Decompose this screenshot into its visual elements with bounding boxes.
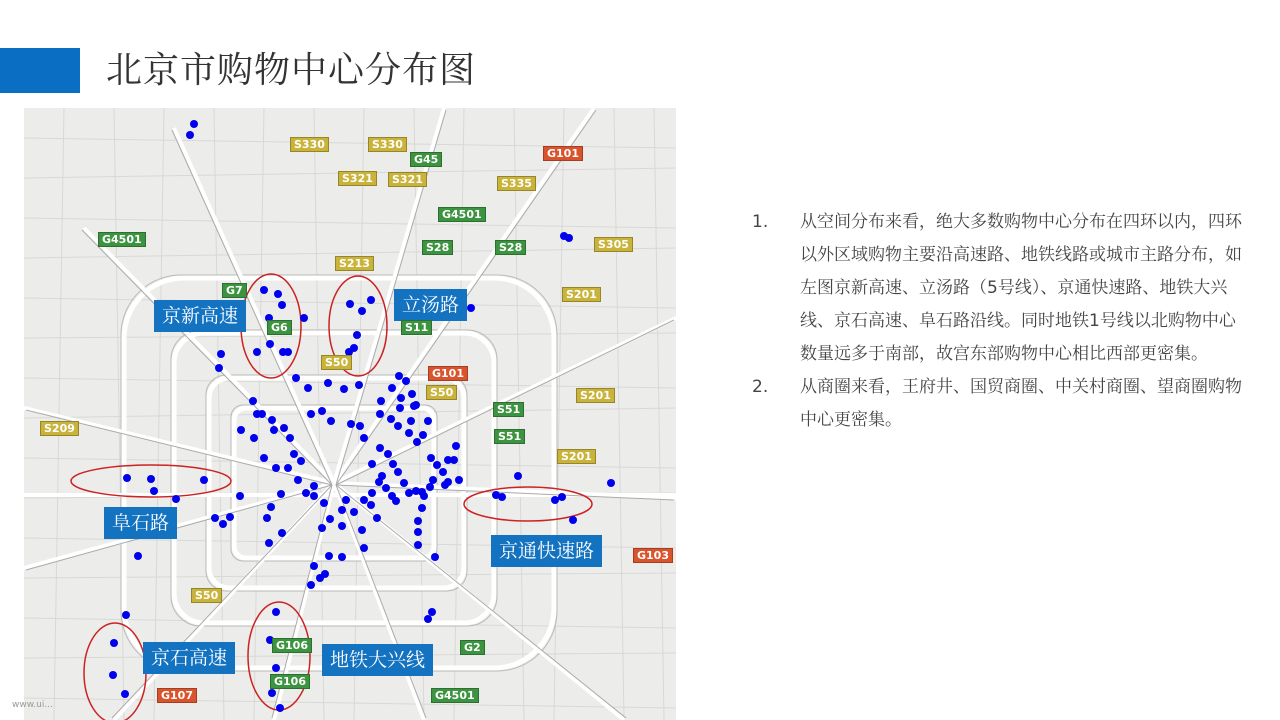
highway-shield: G106 [270, 674, 310, 689]
highway-shield: G7 [222, 283, 247, 298]
mall-dot [397, 394, 405, 402]
item-body: 从商圈来看，王府井、国贸商圈、中关村商圈、望商圈购物中心更密集。 [800, 377, 1242, 430]
mall-dot [327, 417, 335, 425]
mall-dot [358, 307, 366, 315]
highway-shield: S335 [497, 176, 536, 191]
mall-dot [350, 508, 358, 516]
mall-dot [304, 384, 312, 392]
mall-dot [467, 304, 475, 312]
highway-shield: G107 [157, 688, 197, 703]
mall-dot [444, 478, 452, 486]
highway-shield: S321 [388, 172, 427, 187]
mall-dot [373, 514, 381, 522]
mall-dot [400, 479, 408, 487]
mall-dot [342, 496, 350, 504]
highway-shield: G106 [272, 638, 312, 653]
mall-dot [258, 410, 266, 418]
callout-daxing-line: 地铁大兴线 [322, 644, 433, 676]
mall-dot [426, 483, 434, 491]
highway-shield: S209 [40, 421, 79, 436]
mall-dot [266, 340, 274, 348]
highway-shield: S201 [557, 449, 596, 464]
highway-shield: S201 [562, 287, 601, 302]
mall-dot [377, 397, 385, 405]
mall-dot [565, 234, 573, 242]
callout-litang-road: 立汤路 [394, 289, 467, 321]
mall-dot [211, 514, 219, 522]
mall-dot [412, 401, 420, 409]
mall-dot [268, 416, 276, 424]
analysis-item-1 [752, 206, 1252, 371]
mall-dot [134, 552, 142, 560]
mall-dot [360, 496, 368, 504]
mall-dot [384, 450, 392, 458]
mall-dot [263, 514, 271, 522]
highway-shield: G4501 [438, 207, 486, 222]
highway-shield: S51 [494, 429, 525, 444]
highway-shield: S50 [426, 385, 457, 400]
mall-dot [367, 296, 375, 304]
mall-dot [382, 484, 390, 492]
mall-dot [320, 499, 328, 507]
mall-dot [360, 544, 368, 552]
mall-dot [429, 476, 437, 484]
mall-dot [190, 120, 198, 128]
mall-dot [310, 492, 318, 500]
mall-dot [405, 489, 413, 497]
mall-dot [147, 475, 155, 483]
mall-dot [270, 426, 278, 434]
highway-shield: S28 [422, 240, 453, 255]
mall-dot [396, 404, 404, 412]
mall-dot [272, 608, 280, 616]
highway-shield: G103 [633, 548, 673, 563]
mall-dot [260, 454, 268, 462]
highway-shield: G45 [410, 152, 442, 167]
highway-shield: G101 [543, 146, 583, 161]
mall-dot [324, 379, 332, 387]
mall-dot [237, 426, 245, 434]
mall-dot [172, 495, 180, 503]
mall-dot [121, 690, 129, 698]
callout-jingshi-expressway: 京石高速 [143, 642, 235, 674]
mall-dot [405, 429, 413, 437]
mall-dot [356, 422, 364, 430]
mall-dot [122, 611, 130, 619]
mall-dot [307, 581, 315, 589]
mall-dot [355, 381, 363, 389]
mall-dot [150, 487, 158, 495]
mall-dot [569, 516, 577, 524]
mall-dot [346, 300, 354, 308]
highway-shield: S213 [335, 256, 374, 271]
mall-dot [277, 490, 285, 498]
mall-dot [110, 639, 118, 647]
mall-dot [280, 424, 288, 432]
highway-shield: S11 [401, 320, 432, 335]
mall-dot [367, 501, 375, 509]
mall-dot [338, 506, 346, 514]
mall-dot [215, 364, 223, 372]
mall-dot [418, 504, 426, 512]
mall-dot [358, 526, 366, 534]
title-accent-bar [0, 48, 80, 93]
mall-dot [265, 539, 273, 547]
mall-dot [551, 496, 559, 504]
mall-dot [236, 492, 244, 500]
highway-shield: G101 [428, 366, 468, 381]
mall-dot [402, 377, 410, 385]
mall-dot [325, 552, 333, 560]
mall-dot [413, 438, 421, 446]
mall-dot [318, 407, 326, 415]
highway-shield: S28 [495, 240, 526, 255]
mall-dot [498, 493, 506, 501]
mall-dot [427, 454, 435, 462]
mall-dot [424, 615, 432, 623]
mall-dot [428, 608, 436, 616]
mall-dot [278, 301, 286, 309]
analysis-item-2 [752, 371, 1252, 437]
highway-shield: S305 [594, 237, 633, 252]
mall-dot [340, 385, 348, 393]
highway-shield: G6 [267, 320, 292, 335]
mall-dot [424, 417, 432, 425]
mall-dot [284, 348, 292, 356]
mall-dot [321, 570, 329, 578]
mall-dot [368, 460, 376, 468]
highway-shield: S51 [493, 402, 524, 417]
mall-dot [318, 524, 326, 532]
mall-dot [431, 553, 439, 561]
mall-dot [278, 529, 286, 537]
mall-dot [444, 456, 452, 464]
callout-fushi-road: 阜石路 [104, 507, 177, 539]
mall-dot [292, 374, 300, 382]
mall-dot [310, 482, 318, 490]
highlight-ring [84, 623, 146, 720]
mall-dot [389, 460, 397, 468]
mall-dot [307, 410, 315, 418]
mall-dot [294, 476, 302, 484]
mall-dot [260, 286, 268, 294]
mall-dot [392, 497, 400, 505]
highway-shield: S50 [321, 355, 352, 370]
mall-dot [414, 541, 422, 549]
mall-dot [253, 348, 261, 356]
mall-dot [368, 489, 376, 497]
mall-dot [338, 553, 346, 561]
mall-dot [310, 562, 318, 570]
highway-shield: S330 [368, 137, 407, 152]
mall-dot [414, 517, 422, 525]
mall-dot [452, 442, 460, 450]
mall-dot [408, 390, 416, 398]
watermark: www.ui... [12, 700, 53, 710]
beijing-mall-map [24, 108, 676, 720]
analysis-text [752, 206, 1252, 437]
mall-dot [376, 410, 384, 418]
mall-dot [439, 468, 447, 476]
mall-dot [394, 422, 402, 430]
mall-dot [272, 464, 280, 472]
highway-shield: S321 [338, 171, 377, 186]
mall-dot [217, 350, 225, 358]
mall-dot [607, 479, 615, 487]
mall-dot [514, 472, 522, 480]
mall-dot [407, 417, 415, 425]
item-number: 2. [752, 377, 769, 397]
callout-jingtong-expressway: 京通快速路 [491, 535, 602, 567]
mall-dot [226, 513, 234, 521]
mall-dot [219, 520, 227, 528]
mall-dot [274, 290, 282, 298]
mall-dot [123, 474, 131, 482]
mall-dot [284, 464, 292, 472]
mall-dot [290, 450, 298, 458]
mall-dot [360, 434, 368, 442]
map-canvas [24, 108, 676, 720]
mall-dot [297, 457, 305, 465]
mall-dot [387, 415, 395, 423]
mall-dot [200, 476, 208, 484]
highway-shield: G2 [460, 640, 485, 655]
mall-dot [558, 493, 566, 501]
mall-dot [286, 434, 294, 442]
mall-dot [300, 314, 308, 322]
mall-dot [455, 476, 463, 484]
mall-dot [326, 515, 334, 523]
mall-dot [378, 472, 386, 480]
mall-dot [109, 671, 117, 679]
item-body: 从空间分布来看，绝大多数购物中心分布在四环以内，四环以外区域购物主要沿高速路、地铁线路或城市主路分布，如左图京新高速、立汤路（5号线）、京通快速路、地铁大兴线、京石高速、阜石路沿线。同时地铁1号线以北购物中心数量远多于南部，故宫东部购物中心相比西部更密集。 [800, 212, 1242, 364]
mall-dot [338, 522, 346, 530]
mall-dot [394, 468, 402, 476]
mall-dot [414, 528, 422, 536]
mall-dot [433, 461, 441, 469]
mall-dot [388, 384, 396, 392]
mall-dot [250, 434, 258, 442]
mall-dot [276, 704, 284, 712]
highway-shield: G4501 [98, 232, 146, 247]
highway-shield: S201 [576, 388, 615, 403]
mall-dot [186, 131, 194, 139]
highway-shield: S50 [191, 588, 222, 603]
mall-dot [395, 372, 403, 380]
mall-dot [302, 489, 310, 497]
mall-dot [419, 431, 427, 439]
mall-dot [267, 503, 275, 511]
slide-title: 北京市购物中心分布图 [106, 50, 477, 91]
highway-shield: S330 [290, 137, 329, 152]
highway-shield: G4501 [431, 688, 479, 703]
mall-dot [376, 444, 384, 452]
mall-dot [272, 664, 280, 672]
callout-jingxin-expressway: 京新高速 [154, 300, 246, 332]
mall-dot [418, 488, 426, 496]
mall-dot [353, 331, 361, 339]
mall-dot [347, 420, 355, 428]
mall-dot [249, 397, 257, 405]
mall-dot [268, 689, 276, 697]
item-number: 1. [752, 212, 769, 232]
